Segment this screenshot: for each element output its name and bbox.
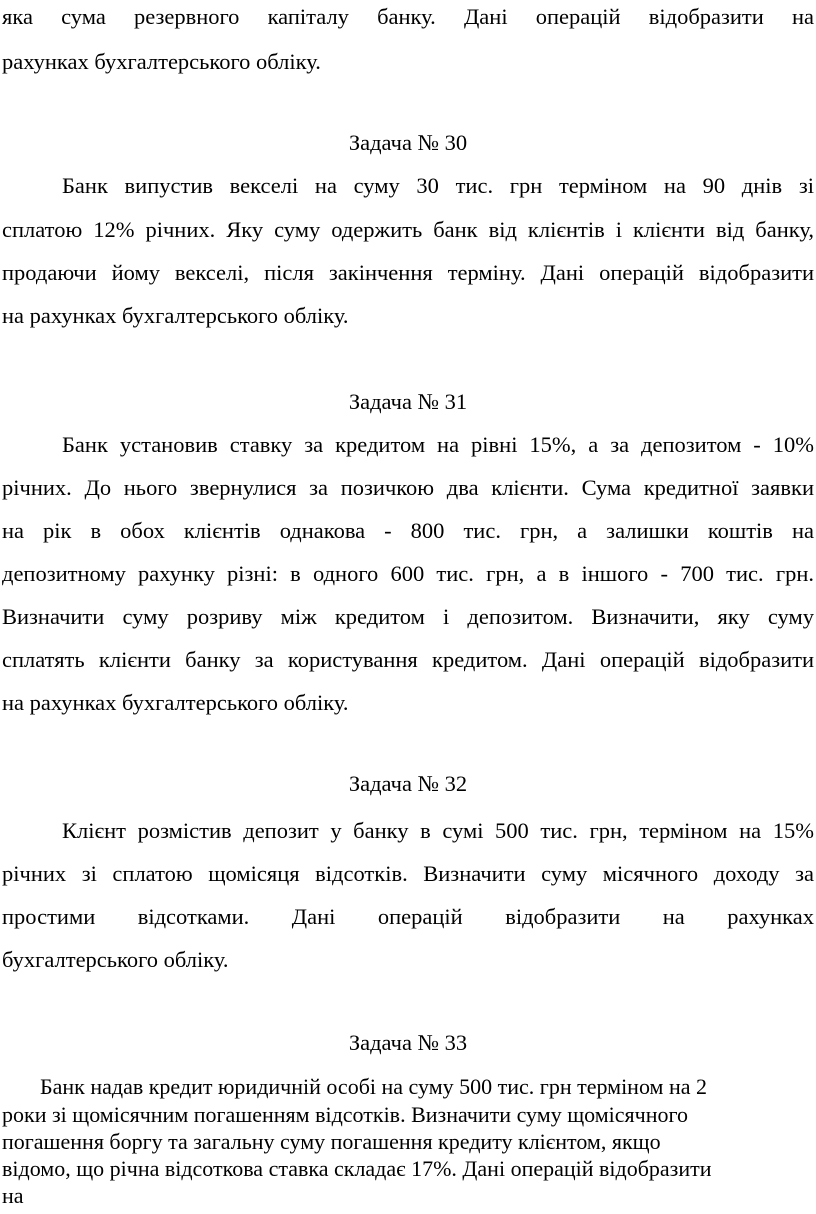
task-heading: Задача № 33 (348, 1030, 468, 1055)
task-line: депозитному рахунку різні: в одного 600 тис. грн, а в іншого - 700 тис. грн. (2, 561, 814, 586)
task-line: річних. До нього звернулися за позичкою два клієнти. Сума кредитної заявки (2, 475, 814, 500)
task-line: на рахунках бухгалтерського обліку. (2, 690, 349, 715)
task-heading: Задача № 30 (348, 130, 468, 155)
task-line: бухгалтерського обліку. (2, 947, 229, 972)
task-line: роки зі щомісячним погашенням відсотків. Визначити суму щомісячного (2, 1102, 688, 1127)
task-line: на рахунках бухгалтерського обліку. (2, 303, 349, 328)
task-line: на (2, 1183, 24, 1208)
task-line: погашення боргу та загальну суму погашення кредиту клієнтом, якщо (2, 1129, 661, 1154)
task-line: на рік в обох клієнтів однакова - 800 тис. грн, а залишки коштів на (2, 518, 814, 543)
task-line: сплатою 12% річних. Яку суму одержить банк від клієнтів і клієнти від банку, (2, 217, 814, 242)
task-heading: Задача № 32 (348, 771, 468, 796)
intro-line: яка сума резервного капіталу банку. Дані операцій відобразити на (2, 4, 814, 29)
task-line: річних зі сплатою щомісяця відсотків. Визначити суму місячного доходу за (2, 861, 814, 886)
task-line: Визначити суму розриву між кредитом і депозитом. Визначити, яку суму (2, 604, 814, 629)
task-line: Банк випустив векселі на суму 30 тис. грн терміном на 90 днів зі (62, 173, 814, 198)
task-line: продаючи йому векселі, після закінчення терміну. Дані операцій відобразити (2, 260, 814, 285)
task-line: відомо, що річна відсоткова ставка складає 17%. Дані операцій відобразити (2, 1156, 712, 1181)
task-heading: Задача № 31 (348, 389, 468, 414)
task-line: Банк надав кредит юридичній особі на суму 500 тис. грн терміном на 2 (40, 1074, 707, 1099)
task-line: простими відсотками. Дані операцій відобразити на рахунках (2, 904, 814, 929)
task-line: Банк установив ставку за кредитом на рівні 15%, а за депозитом - 10% (62, 432, 814, 457)
task-line: Клієнт розмістив депозит у банку в сумі 500 тис. грн, терміном на 15% (62, 818, 814, 843)
intro-line: рахунках бухгалтерського обліку. (2, 49, 321, 74)
task-line: сплатять клієнти банку за користування кредитом. Дані операцій відобразити (2, 647, 814, 672)
